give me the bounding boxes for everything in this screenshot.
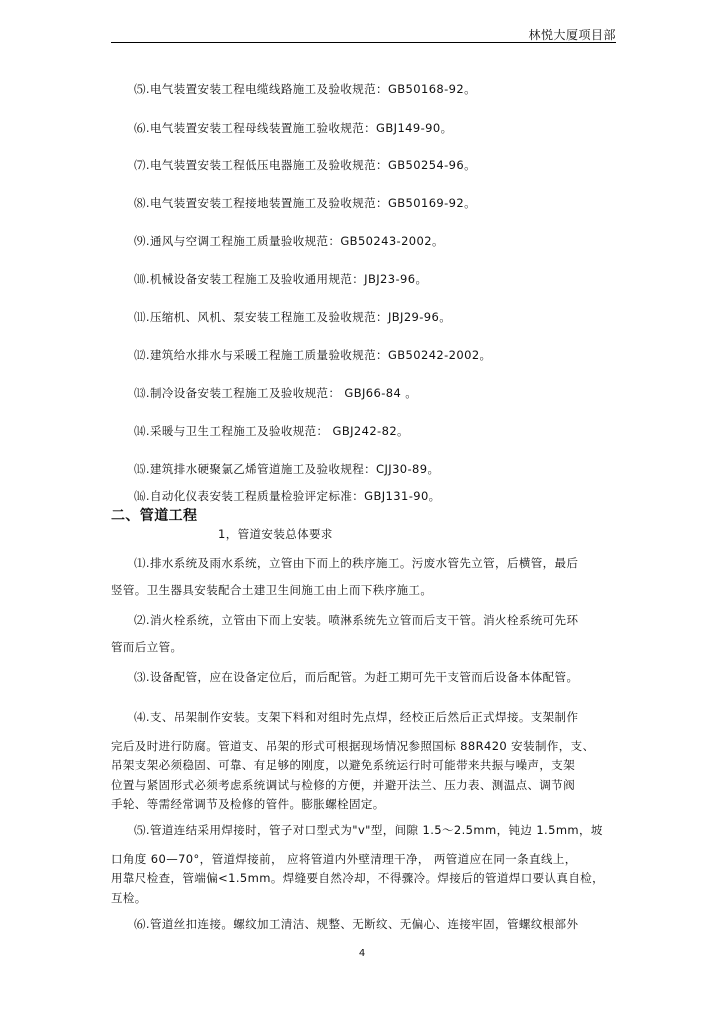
section-heading: 二、管道工程 — [111, 508, 198, 524]
paragraph-line: 竖管。卫生器具安装配合土建卫生间施工由上而下秩序施工。 — [111, 583, 433, 597]
paragraph-line: 互检。 — [111, 891, 147, 905]
paragraph-line: 用靠尺检查，管端偏<1.5mm。焊缝要自然冷却，不得骤冷。焊接后的管道焊口要认真自检， — [111, 871, 605, 885]
standard-item: ⑿.建筑给水排水与采暖工程施工质量验收规范：GB50242-2002。 — [134, 348, 492, 362]
paragraph-line: 口角度 60—70°，管道焊接前， 应将管道内外壁清理干净， 两管道应在同一条直线上， — [111, 852, 577, 866]
paragraph-line: 完后及时进行防腐。管道支、吊架的形式可根据现场情况参照国标 88R420 安装制作，支、 — [111, 739, 595, 753]
standard-item: ⒂.建筑排水硬聚氯乙烯管道施工及验收规程：CJJ30-89。 — [134, 462, 440, 476]
standard-item: ⒁.采暖与卫生工程施工及验收规范： GBJ242-82。 — [134, 424, 409, 438]
standard-item: ⑻.电气装置安装工程接地装置施工及验收规范：GB50169-92。 — [134, 196, 477, 210]
paragraph-line: 吊架支架必须稳固、可靠、有足够的刚度，以避免系统运行时可能带来共振与噪声，支架 — [111, 758, 576, 772]
standard-item: ⑾.压缩机、风机、泵安装工程施工及验收规范：JBJ29-96。 — [134, 310, 452, 324]
page-number: 4 — [358, 948, 366, 959]
standard-item: ⒀.制冷设备安装工程施工及验收规范： GBJ66-84 。 — [134, 386, 418, 400]
paragraph-line: ⑴.排水系统及雨水系统，立管由下而上的秩序施工。污废水管先立管，后横管，最后 — [134, 556, 579, 570]
standard-item: ⑸.电气装置安装工程电缆线路施工及验收规范：GB50168-92。 — [134, 82, 477, 96]
section-subheading: 1，管道安装总体要求 — [218, 527, 333, 541]
paragraph-line: ⑶.设备配管，应在设备定位后，而后配管。为赶工期可先干支管而后设备本体配管。 — [134, 670, 579, 684]
standard-item: ⑹.电气装置安装工程母线装置施工验收规范：GBJ149-90。 — [134, 121, 453, 135]
paragraph-line: ⑵.消火栓系统，立管由下而上安装。喷淋系统先立管而后支干管。消火栓系统可先环 — [134, 613, 579, 627]
paragraph-line: 位置与紧固形式必须考虑系统调试与检修的方便，并避开法兰、压力表、测温点、调节阀 — [111, 778, 576, 792]
standard-item: ⒃.自动化仪表安装工程质量检验评定标准：GBJ131-90。 — [134, 489, 441, 503]
header-title: 林悦大厦项目部 — [528, 28, 616, 42]
page-header — [111, 22, 616, 43]
paragraph-line: ⑸.管道连结采用焊接时，管子对口型式为"v"型，间隙 1.5～2.5mm，钝边 1.5mm，坡 — [134, 823, 603, 837]
standard-item: ⑼.通风与空调工程施工质量验收规范：GB50243-2002。 — [134, 234, 444, 248]
paragraph-line: ⑷.支、吊架制作安装。支架下料和对组时先点焊，经校正后然后正式焊接。支架制作 — [134, 710, 579, 724]
paragraph-line: ⑹.管道丝扣连接。螺纹加工清洁、规整、无断纹、无偏心、连接牢固，管螺纹根部外 — [134, 917, 579, 931]
paragraph-line: 手轮、等需经常调节及检修的管件。膨胀螺栓固定。 — [111, 797, 385, 811]
paragraph-line: 管而后立管。 — [111, 640, 183, 654]
standard-item: ⑽.机械设备安装工程施工及验收通用规范：JBJ23-96。 — [134, 272, 428, 286]
standard-item: ⑺.电气装置安装工程低压电器施工及验收规范：GB50254-96。 — [134, 158, 477, 172]
